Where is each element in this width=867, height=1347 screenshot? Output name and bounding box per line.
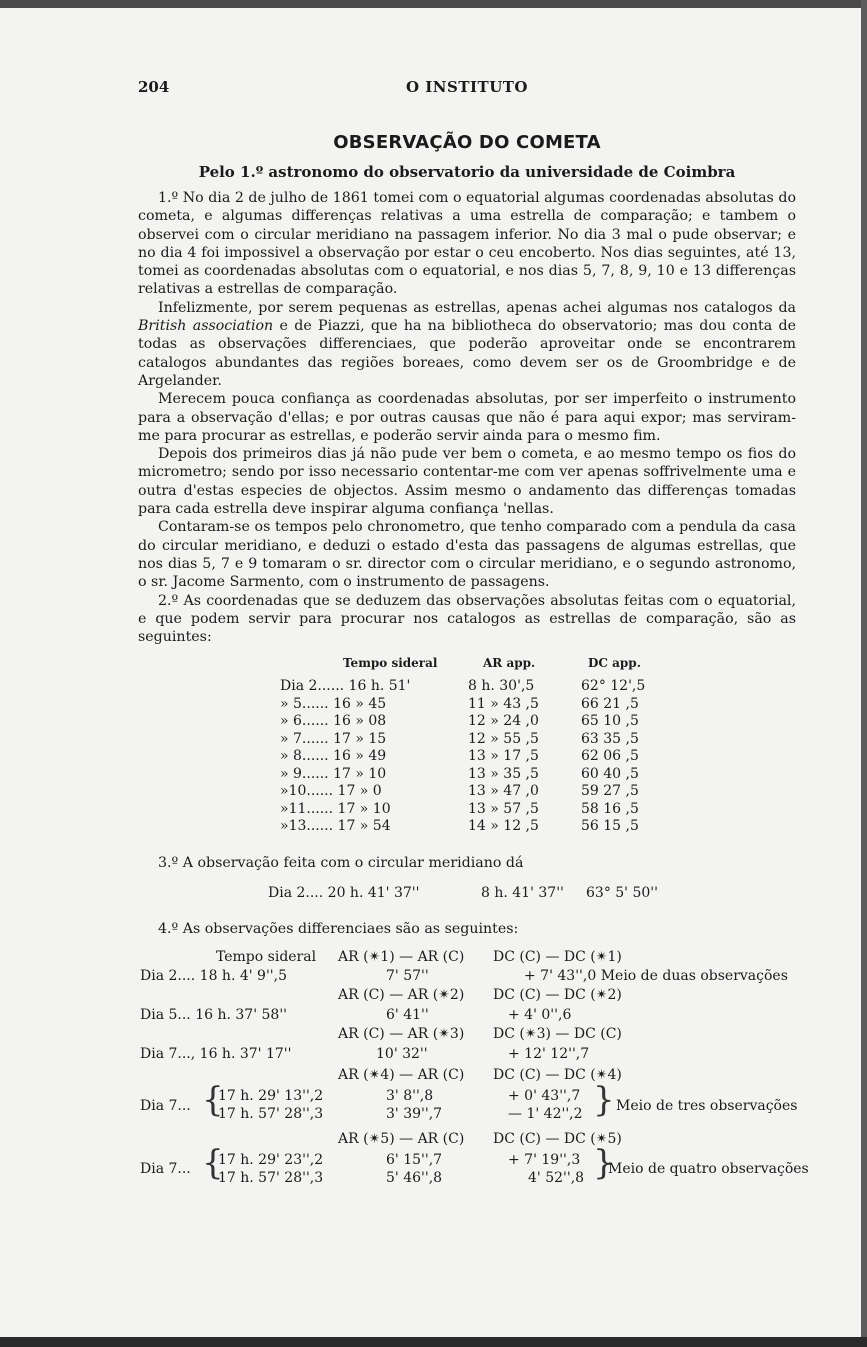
coordinates-table [138,656,796,841]
diff-row-4-dc-a: + 0' 43'',7 [508,1088,581,1105]
table-cell: 13 » 47 ,0 [468,783,539,800]
diff-row-4-dc-b: — 1' 42'',2 [508,1106,583,1123]
running-title: O INSTITUTO [406,78,528,96]
table-cell: 13 » 35 ,5 [468,765,539,782]
table-row [138,731,796,747]
table-cell: 60 40 ,5 [581,765,639,782]
table-cell: 12 » 24 ,0 [468,713,539,730]
table-cell: Dia 2...... 16 h. 51' [280,678,411,695]
diff-header-ar-3: AR (C) — AR (✴3) [338,1026,465,1043]
table-cell: 56 15 ,5 [581,818,639,835]
diff-row-5-note: Meio de quatro observações [608,1161,809,1178]
page-number: 204 [138,78,170,96]
table-cell: 65 10 ,5 [581,713,639,730]
page-header [138,78,796,102]
diff-row-3-time: Dia 7..., 16 h. 37' 17'' [140,1046,292,1063]
meridian-dc: 63° 5' 50'' [586,885,658,902]
table-row [138,678,796,694]
table-cell: 59 27 ,5 [581,783,639,800]
diff-row-2-time: Dia 5... 16 h. 37' 58'' [140,1007,288,1024]
diff-header-ar-2: AR (C) — AR (✴2) [338,987,465,1004]
meridian-time: Dia 2.... 20 h. 41' 37'' [268,885,420,902]
table-cell: » 8...... 16 » 49 [280,748,387,765]
document-page [138,78,809,1239]
table-cell: »11...... 17 » 10 [280,800,391,817]
table-cell: 13 » 57 ,5 [468,800,539,817]
diff-row-5-dc-b: 4' 52'',8 [528,1170,585,1187]
table-row [138,748,796,764]
diff-header-ar-4: AR (✴4) — AR (C) [338,1067,465,1084]
diff-row-2-dc: + 4' 0'',6 [508,1007,572,1024]
diff-row-3-dc: + 12' 12'',7 [508,1046,590,1063]
paragraph-2-start: Infelizmente, por serem pequenas as estrellas, apenas achei algumas nos catalogos da [158,299,796,316]
diff-header-dc-2: DC (C) — DC (✴2) [493,987,622,1004]
section-3-text: 3.º A observação feita com o circular meridiano dá [158,855,524,872]
table-cell: 62 06 ,5 [581,748,639,765]
diff-header-dc-4: DC (C) — DC (✴4) [493,1067,622,1084]
diff-row-4-ar-b: 3' 39'',7 [386,1106,443,1123]
paragraph-2-end: e de Piazzi, que ha na bibliotheca do observatorio; mas dou conta de todas as observações differenciaes, que poderão aproveitar onde se encontrarem catalogos abundantes das regiões boreaes, como devem ser os de Groombridge e de Argelander. [138,318,796,389]
meridian-observation-row [138,885,796,907]
table-row [138,696,796,712]
differential-observations [138,949,809,1239]
diff-row-2-ar: 6' 41'' [386,1007,429,1024]
paragraph-2 [138,299,796,390]
diff-row-4-note: Meio de tres observações [616,1098,798,1115]
diff-row-1-dc: + 7' 43'',0 Meio de duas observações [524,968,788,985]
article-title: OBSERVAÇÃO DO COMETA [333,132,601,153]
meridian-ar: 8 h. 41' 37'' [481,885,564,902]
paragraph-3: Merecem pouca confiança as coordenadas absolutas, por ser imperfeito o instrumento para a observação d'ellas; e por outras causas que não é para aqui expor; mas serviram-me para procurar as estrellas, e poderão servir ainda para o mesmo fim. [138,391,796,444]
table-cell: »10...... 17 » 0 [280,783,382,800]
table-row [138,713,796,729]
diff-row-3-ar: 10' 32'' [376,1046,428,1063]
diff-header-dc-3: DC (✴3) — DC (C) [493,1026,622,1043]
table-cell: 62° 12',5 [581,678,646,695]
table-cell: 8 h. 30',5 [468,678,535,695]
diff-row-1-ar: 7' 57'' [386,968,429,985]
table-cell: 58 16 ,5 [581,800,639,817]
diff-row-5-ar-b: 5' 46'',8 [386,1170,443,1187]
left-brace-5: { [202,1143,224,1184]
table-cell: 66 21 ,5 [581,695,639,712]
table-cell: » 9...... 17 » 10 [280,765,387,782]
section-4-text: 4.º As observações differenciaes são as seguintes: [158,921,519,938]
right-brace-5: } [593,1143,615,1184]
diff-header-sidereal: Tempo sideral [216,949,317,966]
scan-border-top [0,0,867,8]
diff-row-5-label: Dia 7... [140,1161,191,1178]
paragraph-1: 1.º No dia 2 de julho de 1861 tomei com o equatorial algumas coordenadas absolutas do cometa, e algumas differenças relativas a uma estrella de comparação; e tambem o observei com o circular meridiano na passagem inferior. No dia 3 mal o pude observar; e no dia 4 foi impossivel a observação por estar o ceu encoberto. Nos dias seguintes, até 13, tomei as coordenadas absolutas com o equatorial, e nos dias 5, 7, 8, 9, 10 e 13 differenças relativas a estrellas de comparação. [138,190,796,298]
left-brace-4: { [202,1080,224,1121]
paragraph-4: Depois dos primeiros dias já não pude ver bem o cometa, e ao mesmo tempo os fios do micrometro; sendo por isso necessario contentar-me com ver apenas soffrivelmente uma e outra d'estas especies de objectos. Assim mesmo o andamento das differenças tomadas para cada estrella deve inspirar alguma confiança 'nellas. [138,446,796,518]
table-header-sidereal: Tempo sideral [343,656,438,671]
diff-row-4-time-b: 17 h. 57' 28'',3 [218,1106,324,1123]
table-cell: »13...... 17 » 54 [280,818,391,835]
table-cell: 13 » 17 ,5 [468,748,539,765]
table-header-dc: DC app. [588,656,641,671]
table-row [138,766,796,782]
paragraph-5: Contaram-se os tempos pelo chronometro, que tenho comparado com a pendula da casa do circular meridiano, e deduzi o estado d'esta das passagens de algumas estrellas, que nos dias 5, 7 e 9 tomaram o sr. director com o circular meridiano, e o segundo astronomo, o sr. Jacome Sarmento, com o instrumento de passagens. [138,519,796,591]
table-cell: 12 » 55 ,5 [468,730,539,747]
table-cell: 14 » 12 ,5 [468,818,539,835]
diff-row-1-time: Dia 2.... 18 h. 4' 9'',5 [140,968,288,985]
diff-row-4-label: Dia 7... [140,1098,191,1115]
diff-header-ar-1: AR (✴1) — AR (C) [338,949,465,966]
diff-header-dc-1: DC (C) — DC (✴1) [493,949,622,966]
table-row [138,783,796,799]
diff-row-5-time-b: 17 h. 57' 28'',3 [218,1170,324,1187]
paragraph-2-italic: British association [138,318,274,335]
diff-header-dc-5: DC (C) — DC (✴5) [493,1131,622,1148]
diff-row-5-ar-a: 6' 15'',7 [386,1152,443,1169]
table-cell: 11 » 43 ,5 [468,695,539,712]
article-subtitle: Pelo 1.º astronomo do observatorio da universidade de Coimbra [198,163,736,181]
table-cell: 63 35 ,5 [581,730,639,747]
diff-header-ar-5: AR (✴5) — AR (C) [338,1131,465,1148]
table-row [138,818,796,834]
table-cell: » 6...... 16 » 08 [280,713,387,730]
table-cell: » 5...... 16 » 45 [280,695,387,712]
table-cell: » 7...... 17 » 15 [280,730,387,747]
diff-row-4-time-a: 17 h. 29' 13'',2 [218,1088,324,1105]
paragraph-6: 2.º As coordenadas que se deduzem das observações absolutas feitas com o equatorial, e que podem servir para procurar nos catalogos as estrellas de comparação, são as seguintes: [138,592,796,646]
table-row [138,801,796,817]
diff-row-5-time-a: 17 h. 29' 23'',2 [218,1152,324,1169]
right-brace-4: } [593,1080,615,1121]
diff-row-5-dc-a: + 7' 19'',3 [508,1152,581,1169]
diff-row-4-ar-a: 3' 8'',8 [386,1088,434,1105]
scan-border-right [861,0,867,1347]
scan-border-bottom [0,1337,867,1347]
table-header-ar: AR app. [483,656,536,671]
